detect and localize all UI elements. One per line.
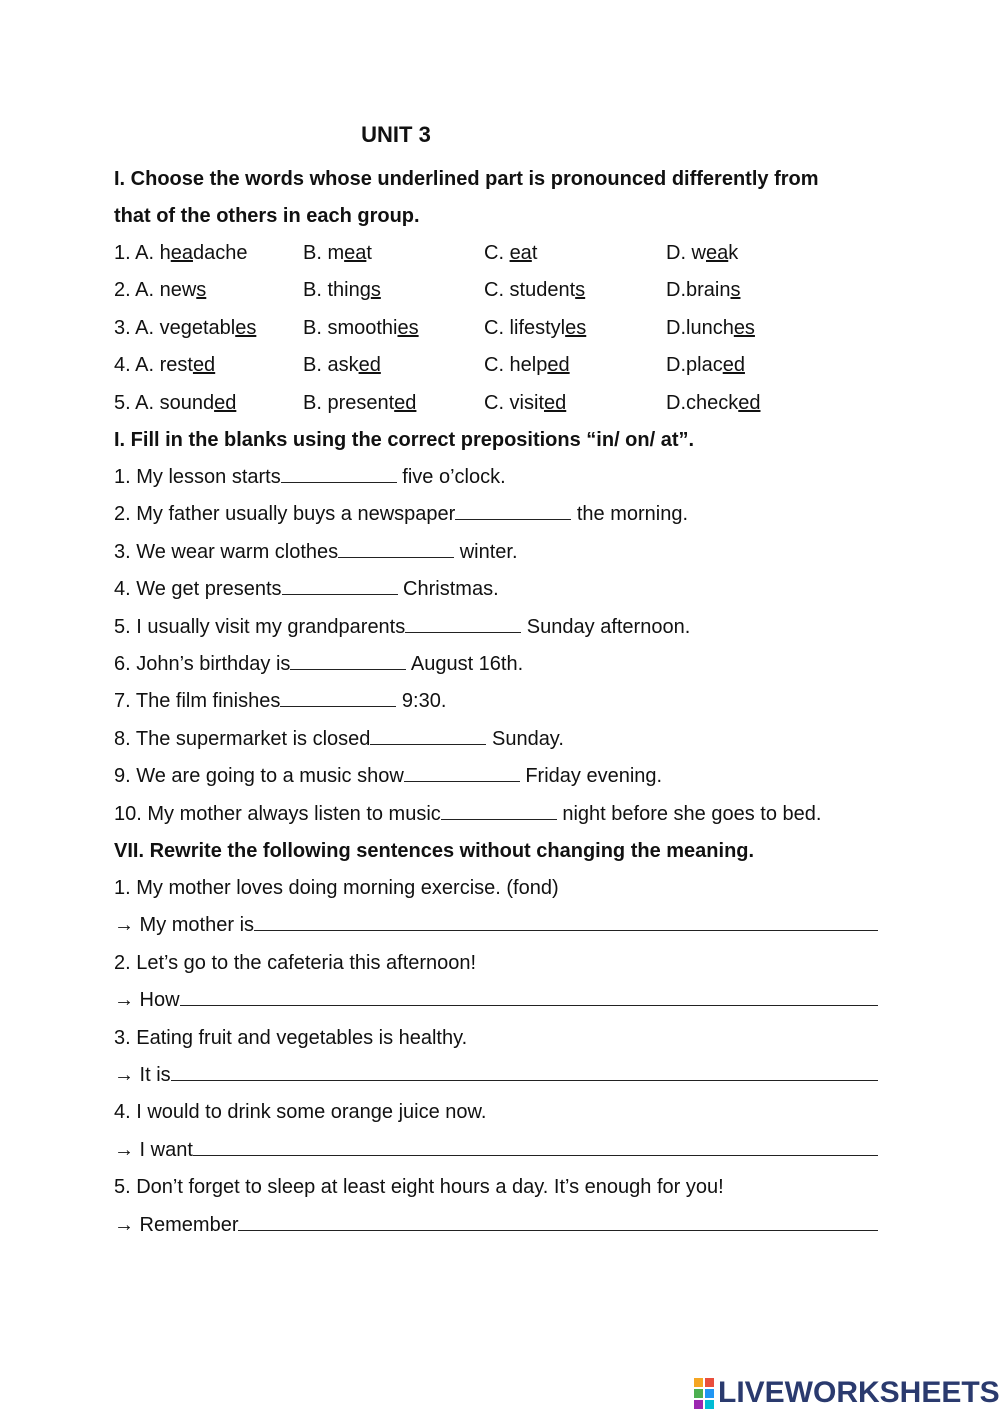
rewrite-answer-blank[interactable] xyxy=(171,1062,878,1081)
section2-heading: I. Fill in the blanks using the correct prepositions “in/ on/ at”. xyxy=(114,429,695,451)
pronunciation-row xyxy=(114,276,894,304)
underlined-part: ed xyxy=(722,354,745,377)
rewrite-line xyxy=(114,986,878,1014)
option-a[interactable] xyxy=(114,351,215,379)
preposition-item xyxy=(114,650,523,678)
answer-blank[interactable] xyxy=(404,763,520,782)
underlined-part: s xyxy=(730,279,741,302)
underlined-part: ed xyxy=(214,391,237,414)
preposition-item xyxy=(114,725,564,753)
option-text: B. smoothi xyxy=(303,316,398,339)
sentence-end: the morning. xyxy=(571,503,689,526)
option-b[interactable] xyxy=(303,389,416,417)
rewrite-prompt: → It is xyxy=(114,1064,171,1086)
option-c[interactable] xyxy=(484,314,586,342)
sentence-start: 6. John’s birthday is xyxy=(114,653,291,675)
sentence-end: Sunday. xyxy=(486,727,564,750)
logo-square xyxy=(694,1400,703,1409)
original-sentence: 3. Eating fruit and vegetables is healthy. xyxy=(114,1026,468,1049)
page-title: UNIT 3 xyxy=(361,122,431,147)
original-sentence: 2. Let’s go to the cafeteria this afternoon! xyxy=(114,951,477,974)
section1-heading-line2: that of the others in each group. xyxy=(114,205,420,227)
option-text: 4. A. rest xyxy=(114,354,193,377)
sentence-start: 10. My mother always listen to music xyxy=(114,802,441,825)
original-sentence: 4. I would to drink some orange juice now. xyxy=(114,1101,487,1124)
option-text: k xyxy=(728,242,739,264)
underlined-part: es xyxy=(235,316,257,339)
answer-blank[interactable] xyxy=(455,501,571,520)
option-d[interactable] xyxy=(666,314,755,342)
option-text: B. thing xyxy=(303,279,371,302)
underlined-part: ed xyxy=(547,354,570,377)
option-text: C. lifestyl xyxy=(484,316,566,339)
rewrite-prompt: → My mother is xyxy=(114,914,255,937)
sentence-end: 9:30. xyxy=(396,690,447,713)
rewrite-answer-blank[interactable] xyxy=(238,1212,878,1231)
section1-heading-line1: I. Choose the words whose underlined part is pronounced differently from xyxy=(114,168,819,190)
answer-blank[interactable] xyxy=(290,651,406,670)
sentence-start: 2. My father usually buys a newspaper xyxy=(114,503,456,526)
rewrite-line xyxy=(114,1211,878,1239)
option-b[interactable] xyxy=(303,314,419,342)
option-text: D.lunch xyxy=(666,316,734,339)
sentence-end: winter. xyxy=(454,540,518,563)
option-text: B. ask xyxy=(303,354,359,377)
preposition-item xyxy=(114,762,662,790)
pronunciation-row xyxy=(114,239,894,267)
option-d[interactable] xyxy=(666,276,740,304)
rewrite-prompt: → I want xyxy=(114,1138,193,1161)
answer-blank[interactable] xyxy=(281,464,397,483)
option-text: D.plac xyxy=(666,354,723,377)
option-text: 5. A. sound xyxy=(114,391,215,414)
underlined-part: s xyxy=(575,279,586,302)
option-d[interactable] xyxy=(666,239,738,267)
sentence-end: August 16th. xyxy=(406,653,524,675)
rewrite-line xyxy=(114,911,878,939)
rewrite-line xyxy=(114,1136,878,1164)
answer-blank[interactable] xyxy=(282,576,398,595)
option-text: 2. A. new xyxy=(114,279,197,302)
sentence-end: night before she goes to bed. xyxy=(556,802,822,825)
option-a[interactable] xyxy=(114,314,256,342)
option-text: D.brain xyxy=(666,279,731,302)
section3-heading: VII. Rewrite the following sentences without changing the meaning. xyxy=(114,840,755,862)
underlined-part: ed xyxy=(192,354,216,377)
rewrite-prompt: → How xyxy=(114,989,180,1012)
logo-square xyxy=(694,1378,703,1387)
underlined-part: es xyxy=(397,316,419,339)
option-text: B. m xyxy=(303,242,345,264)
option-text: C. xyxy=(484,242,510,264)
rewrite-answer-blank[interactable] xyxy=(193,1137,878,1156)
sentence-end: Sunday afternoon. xyxy=(521,615,691,638)
preposition-item xyxy=(114,687,446,715)
option-b[interactable] xyxy=(303,276,381,304)
option-text: C. visit xyxy=(484,391,544,414)
option-c[interactable] xyxy=(484,389,566,417)
liveworksheets-logo xyxy=(694,1376,1000,1410)
option-text: 3. A. vegetabl xyxy=(114,316,236,339)
pronunciation-row xyxy=(114,314,894,342)
answer-blank[interactable] xyxy=(370,726,486,745)
option-a[interactable] xyxy=(114,239,247,267)
option-text: C. student xyxy=(484,279,576,302)
option-b[interactable] xyxy=(303,351,381,379)
option-text: t xyxy=(531,242,538,264)
sentence-start: 1. My lesson starts xyxy=(114,466,281,488)
option-text: D.check xyxy=(666,391,739,414)
option-d[interactable] xyxy=(666,389,761,417)
answer-blank[interactable] xyxy=(338,539,454,558)
sentence-end: Christmas. xyxy=(397,578,499,601)
pronunciation-row xyxy=(114,351,894,379)
option-text: t xyxy=(366,242,372,264)
option-c[interactable] xyxy=(484,276,585,304)
sentence-end: Friday evening. xyxy=(519,765,663,788)
underlined-part: ed xyxy=(358,354,381,377)
rewrite-line xyxy=(114,1061,878,1089)
preposition-item xyxy=(114,463,506,491)
sentence-start: 3. We wear warm clothes xyxy=(114,540,339,563)
logo-square xyxy=(705,1400,714,1409)
logo-mark-icon xyxy=(694,1378,714,1409)
logo-text: LIVEWORKSHEETS xyxy=(718,1376,1000,1409)
underlined-part: ea xyxy=(509,242,532,264)
sentence-start: 7. The film finishes xyxy=(114,690,281,713)
rewrite-prompt: → Remember xyxy=(114,1213,239,1236)
underlined-part: es xyxy=(565,316,587,339)
sentence-start: 9. We are going to a music show xyxy=(114,765,404,788)
sentence-start: 4. We get presents xyxy=(114,578,282,601)
underlined-part: es xyxy=(733,316,755,339)
option-c[interactable] xyxy=(484,351,570,379)
preposition-item xyxy=(114,500,688,528)
underlined-part: ea xyxy=(706,242,729,264)
underlined-part: ed xyxy=(544,391,567,414)
preposition-item xyxy=(114,613,690,641)
original-sentence: 5. Don’t forget to sleep at least eight hours a day. It’s enough for you! xyxy=(114,1176,724,1199)
option-text: B. present xyxy=(303,391,395,414)
option-text: D. w xyxy=(666,242,706,264)
underlined-part: ea xyxy=(344,242,367,264)
underlined-part: ed xyxy=(394,391,417,414)
option-a[interactable] xyxy=(114,389,236,417)
sentence-start: 5. I usually visit my grandparents xyxy=(114,615,406,638)
option-text: C. help xyxy=(484,354,548,377)
answer-blank[interactable] xyxy=(405,614,521,633)
answer-blank[interactable] xyxy=(441,801,557,820)
option-d[interactable] xyxy=(666,351,745,379)
option-c[interactable] xyxy=(484,239,537,267)
option-text: dache xyxy=(192,242,248,264)
sentence-end: five o’clock. xyxy=(396,466,506,488)
underlined-part: s xyxy=(370,279,381,302)
pronunciation-row xyxy=(114,389,894,417)
underlined-part: s xyxy=(196,279,207,302)
preposition-item xyxy=(114,800,821,828)
option-text: 1. A. h xyxy=(114,242,171,264)
underlined-part: ea xyxy=(170,242,193,264)
answer-blank[interactable] xyxy=(280,688,396,707)
original-sentence: 1. My mother loves doing morning exercise. (fond) xyxy=(114,877,559,899)
sentence-start: 8. The supermarket is closed xyxy=(114,727,371,750)
preposition-item xyxy=(114,575,499,603)
option-a[interactable] xyxy=(114,276,206,304)
rewrite-answer-blank[interactable] xyxy=(254,912,878,931)
underlined-part: ed xyxy=(738,391,761,414)
logo-square xyxy=(705,1378,714,1387)
option-b[interactable] xyxy=(303,239,372,267)
logo-square xyxy=(694,1389,703,1398)
rewrite-answer-blank[interactable] xyxy=(180,987,878,1006)
logo-square xyxy=(705,1389,714,1398)
preposition-item xyxy=(114,538,518,566)
